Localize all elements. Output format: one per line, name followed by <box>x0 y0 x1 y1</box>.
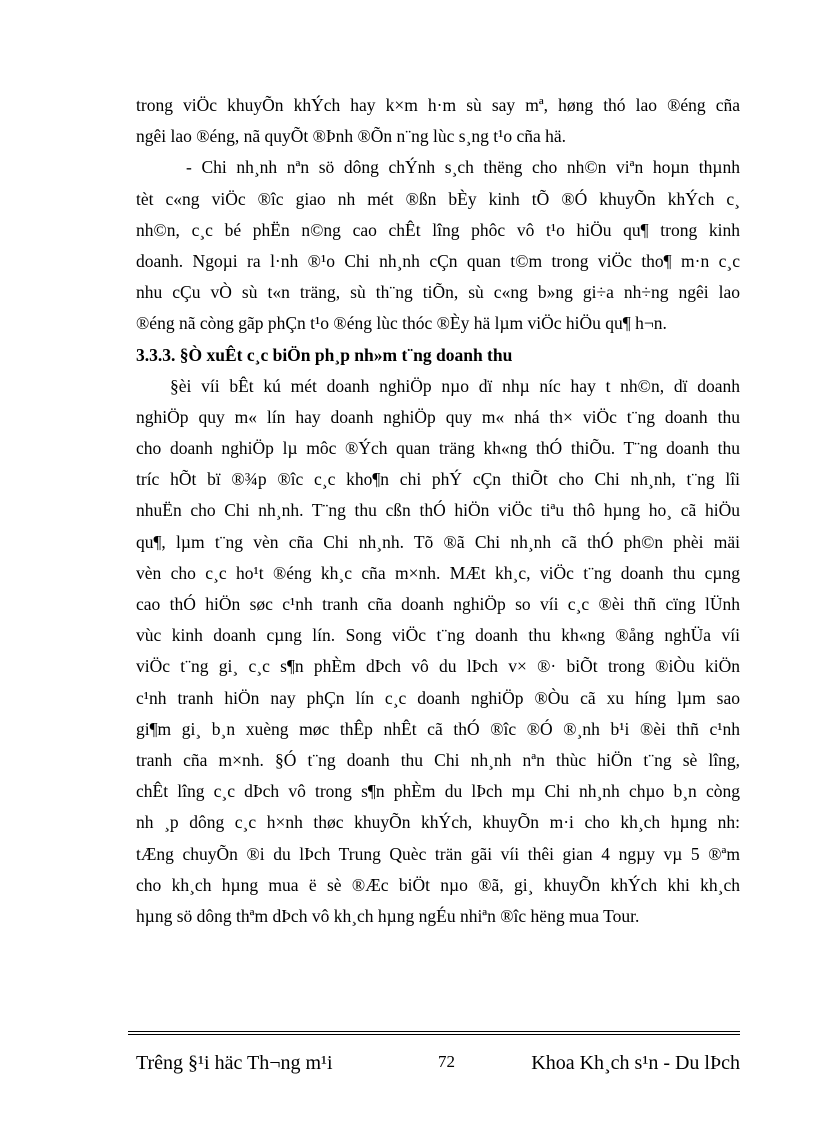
text-line: trong viÖc khuyÕn khÝch hay k×m h·m sù say mª, høng thó lao ®éng cña <box>136 95 740 115</box>
page-footer <box>136 1052 740 1078</box>
text-line: c¹nh tranh hiÖn nay phÇn lín c¸c doanh nghiÖp ®Òu cã xu híng lµm sao <box>136 687 740 708</box>
text-line: tranh cña m×nh. §Ó t¨ng doanh thu Chi nh¸nh nªn thùc hiÖn t¨ng sè lîng, <box>136 749 740 770</box>
text-line: vèn cho c¸c ho¹t ®éng kh¸c cña m×nh. MÆt kh¸c, viÖc t¨ng doanh thu cµng <box>136 562 740 583</box>
text-line: ngêi lao ®éng, nã quyÕt ®Þnh ®Õn n¨ng lùc s¸ng t¹o cña hä. <box>136 126 567 147</box>
text-line: viÖc t¨ng gi¸ c¸c s¶n phÈm dÞch vô du lÞch v× ®· biÕt trong ®iÒu kiÖn <box>136 656 740 677</box>
text-line: nghiÖp quy m« lín hay doanh nghiÖp quy m« nhá th× viÖc t¨ng doanh thu <box>136 406 740 427</box>
text-line: nhuËn cho Chi nh¸nh. T¨ng thu cßn thÓ hiÖn viÖc tiªu thô hµng ho¸ cã hiÖu <box>136 500 740 521</box>
text-line: cho doanh nghiÖp lµ môc ®Ých quan träng kh«ng thÓ thiÕu. T¨ng doanh thu <box>136 438 740 459</box>
text-line: nhu cÇu vÒ sù t«n träng, sù th¨ng tiÕn, sù c«ng b»ng gi÷a nh÷ng ngêi lao <box>136 282 740 303</box>
text-line: tèt c«ng viÖc ®îc giao nh mét ®ßn bÈy kinh tÕ ®Ó khuyÕn khÝch c¸ <box>136 188 740 209</box>
text-line: tríc hÕt bï ®¾p ®îc c¸c kho¶n chi phÝ cÇn thiÕt cho Chi nh¸nh, t¨ng lîi <box>136 469 740 490</box>
text-line: vùc kinh doanh cµng lín. Song viÖc t¨ng doanh thu kh«ng ®ång nghÜa víi <box>136 625 740 646</box>
text-line: hµng sö dông thªm dÞch vô kh¸ch hµng ngÉu nhiªn ®îc hëng mua Tour. <box>136 905 640 926</box>
text-line: tÆng chuyÕn ®i du lÞch Trung Quèc trän gãi víi thêi gian 4 ngµy vµ 5 ®ªm <box>136 843 740 864</box>
footer-rule-top <box>128 1031 740 1032</box>
page-number: 72 <box>438 1052 455 1071</box>
text-line: nh©n, c¸c bé phËn n©ng cao chÊt lîng phôc vô t¹o hiÖu qu¶ trong kinh <box>136 219 740 240</box>
footer-school: Trêng §¹i häc Th¬ng m¹i <box>136 1052 333 1074</box>
text-line: gi¶m gi¸ b¸n xuèng møc thÊp nhÊt cã thÓ ®îc ®Ó ®¸nh b¹i ®èi thñ c¹nh <box>136 718 740 739</box>
text-line: cho kh¸ch hµng mua ë sè ®Æc biÖt nµo ®ã, gi¸ khuyÕn khÝch khi kh¸ch <box>136 874 740 895</box>
body-text <box>136 90 740 932</box>
text-line: qu¶, lµm t¨ng vèn cña Chi nh¸nh. Tõ ®ã Chi nh¸nh cã thÓ ph©n phèi mäi <box>136 531 740 552</box>
text-line: doanh. Ngoµi ra l·nh ®¹o Chi nh¸nh cÇn quan t©m trong viÖc tho¶ m·n c¸c <box>136 250 740 271</box>
text-line: - Chi nh¸nh nªn sö dông chÝnh s¸ch thëng cho nh©n viªn hoµn thµnh <box>186 157 740 178</box>
footer-rule-bottom <box>128 1034 740 1035</box>
text-line: ®éng nã còng gãp phÇn t¹o ®éng lùc thóc ®Èy hä lµm viÖc hiÖu qu¶ h¬n. <box>136 313 667 334</box>
text-line: cao thÓ hiÖn søc c¹nh tranh cña doanh nghiÖp so víi c¸c ®èi thñ cïng lÜnh <box>136 594 740 614</box>
text-line: chÊt lîng c¸c dÞch vô trong s¶n phÈm du lÞch mµ Chi nh¸nh chµo b¸n còng <box>136 781 740 802</box>
text-line: §èi víi bÊt kú mét doanh nghiÖp nµo dï nhµ níc hay t nh©n, dï doanh <box>170 375 740 396</box>
section-heading: 3.3.3. §Ò xuÊt c¸c biÖn ph¸p nh»m t¨ng doanh thu <box>136 344 513 365</box>
text-line: nh ¸p dông c¸c h×nh thøc khuyÕn khÝch, khuyÕn m·i cho kh¸ch hµng nh: <box>136 812 740 833</box>
footer-faculty: Khoa Kh¸ch s¹n - Du lÞch <box>531 1052 740 1074</box>
